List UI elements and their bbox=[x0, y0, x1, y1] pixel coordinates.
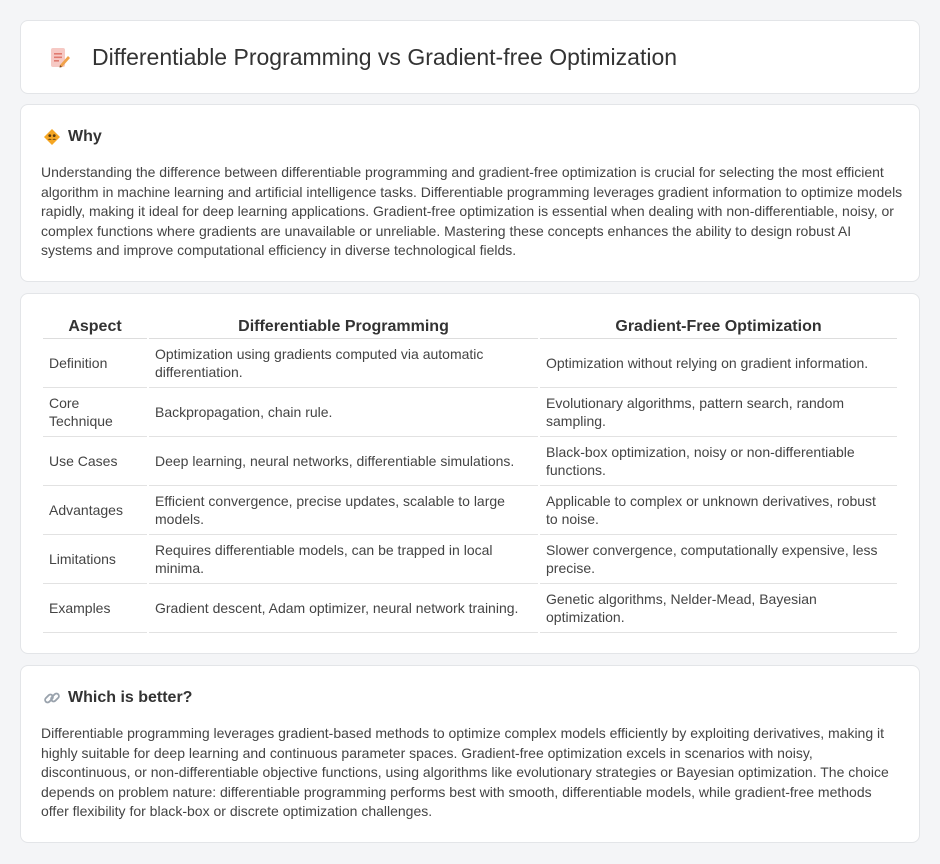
table-row bbox=[43, 339, 897, 388]
comparison-section bbox=[20, 293, 920, 654]
differentiable-cell: Backpropagation, chain rule. bbox=[149, 388, 538, 437]
column-header-gradient-free: Gradient-Free Optimization bbox=[540, 316, 897, 339]
column-header-aspect: Aspect bbox=[43, 316, 147, 339]
link-icon bbox=[43, 689, 61, 707]
which-is-better-section bbox=[20, 665, 920, 843]
differentiable-cell: Optimization using gradients computed via automatic differentiation. bbox=[149, 339, 538, 388]
gradient-free-cell: Genetic algorithms, Nelder-Mead, Bayesian optimization. bbox=[540, 584, 897, 633]
gradient-free-cell: Slower convergence, computationally expensive, less precise. bbox=[540, 535, 897, 584]
why-section bbox=[20, 104, 920, 282]
document-edit-icon bbox=[49, 47, 71, 69]
differentiable-cell: Efficient convergence, precise updates, scalable to large models. bbox=[149, 486, 538, 535]
aspect-cell: Definition bbox=[43, 339, 147, 388]
gradient-free-cell: Optimization without relying on gradient information. bbox=[540, 339, 897, 388]
aspect-cell: Advantages bbox=[43, 486, 147, 535]
diamond-people-icon bbox=[43, 128, 61, 146]
differentiable-cell: Gradient descent, Adam optimizer, neural network training. bbox=[149, 584, 538, 633]
page-title: Differentiable Programming vs Gradient-free Optimization bbox=[92, 44, 678, 70]
better-text: Differentiable programming leverages gradient-based methods to optimize complex models efficiently by exploiting derivatives, making it highly suitable for deep learning and continuous parameter spaces. Gradient-free optimization excels in scenarios with noisy, discontinuous, or non-differentiable objective functions, using algorithms like evolutionary strategies or Bayesian optimization. The choice depends on problem nature: differentiable programming performs best with smooth, differentiable models, while gradient-free methods offer flexibility for black-box or discrete optimization challenges. bbox=[41, 725, 889, 819]
table-row bbox=[43, 535, 897, 584]
why-text: Understanding the difference between differentiable programming and gradient-free optimization is crucial for selecting the most efficient algorithm in machine learning and artificial intelligence tasks. Differentiable programming leverages gradient information to optimize models rapidly, making it ideal for deep learning applications. Gradient-free optimization is essential when dealing with non-differentiable, noisy, or complex functions where gradients are unavailable or unreliable. Mastering these concepts enhances the ability to design robust AI systems and improve computational efficiency in diverse technological fields. bbox=[41, 164, 903, 258]
differentiable-cell: Deep learning, neural networks, differentiable simulations. bbox=[149, 437, 538, 486]
table-row bbox=[43, 584, 897, 633]
gradient-free-cell: Black-box optimization, noisy or non-differentiable functions. bbox=[540, 437, 897, 486]
differentiable-cell: Requires differentiable models, can be trapped in local minima. bbox=[149, 535, 538, 584]
table-row bbox=[43, 486, 897, 535]
column-header-differentiable: Differentiable Programming bbox=[149, 316, 538, 339]
aspect-cell: Use Cases bbox=[43, 437, 147, 486]
aspect-cell: Core Technique bbox=[43, 388, 147, 437]
table-row bbox=[43, 388, 897, 437]
why-title: Why bbox=[68, 128, 102, 145]
gradient-free-cell: Evolutionary algorithms, pattern search, random sampling. bbox=[540, 388, 897, 437]
header-card bbox=[20, 20, 920, 94]
table-header-row bbox=[43, 316, 897, 339]
gradient-free-cell: Applicable to complex or unknown derivatives, robust to noise. bbox=[540, 486, 897, 535]
table-row bbox=[43, 437, 897, 486]
aspect-cell: Limitations bbox=[43, 535, 147, 584]
comparison-table bbox=[41, 316, 899, 633]
better-heading bbox=[43, 688, 192, 708]
aspect-cell: Examples bbox=[43, 584, 147, 633]
why-heading bbox=[43, 127, 102, 147]
better-title: Which is better? bbox=[68, 689, 193, 706]
